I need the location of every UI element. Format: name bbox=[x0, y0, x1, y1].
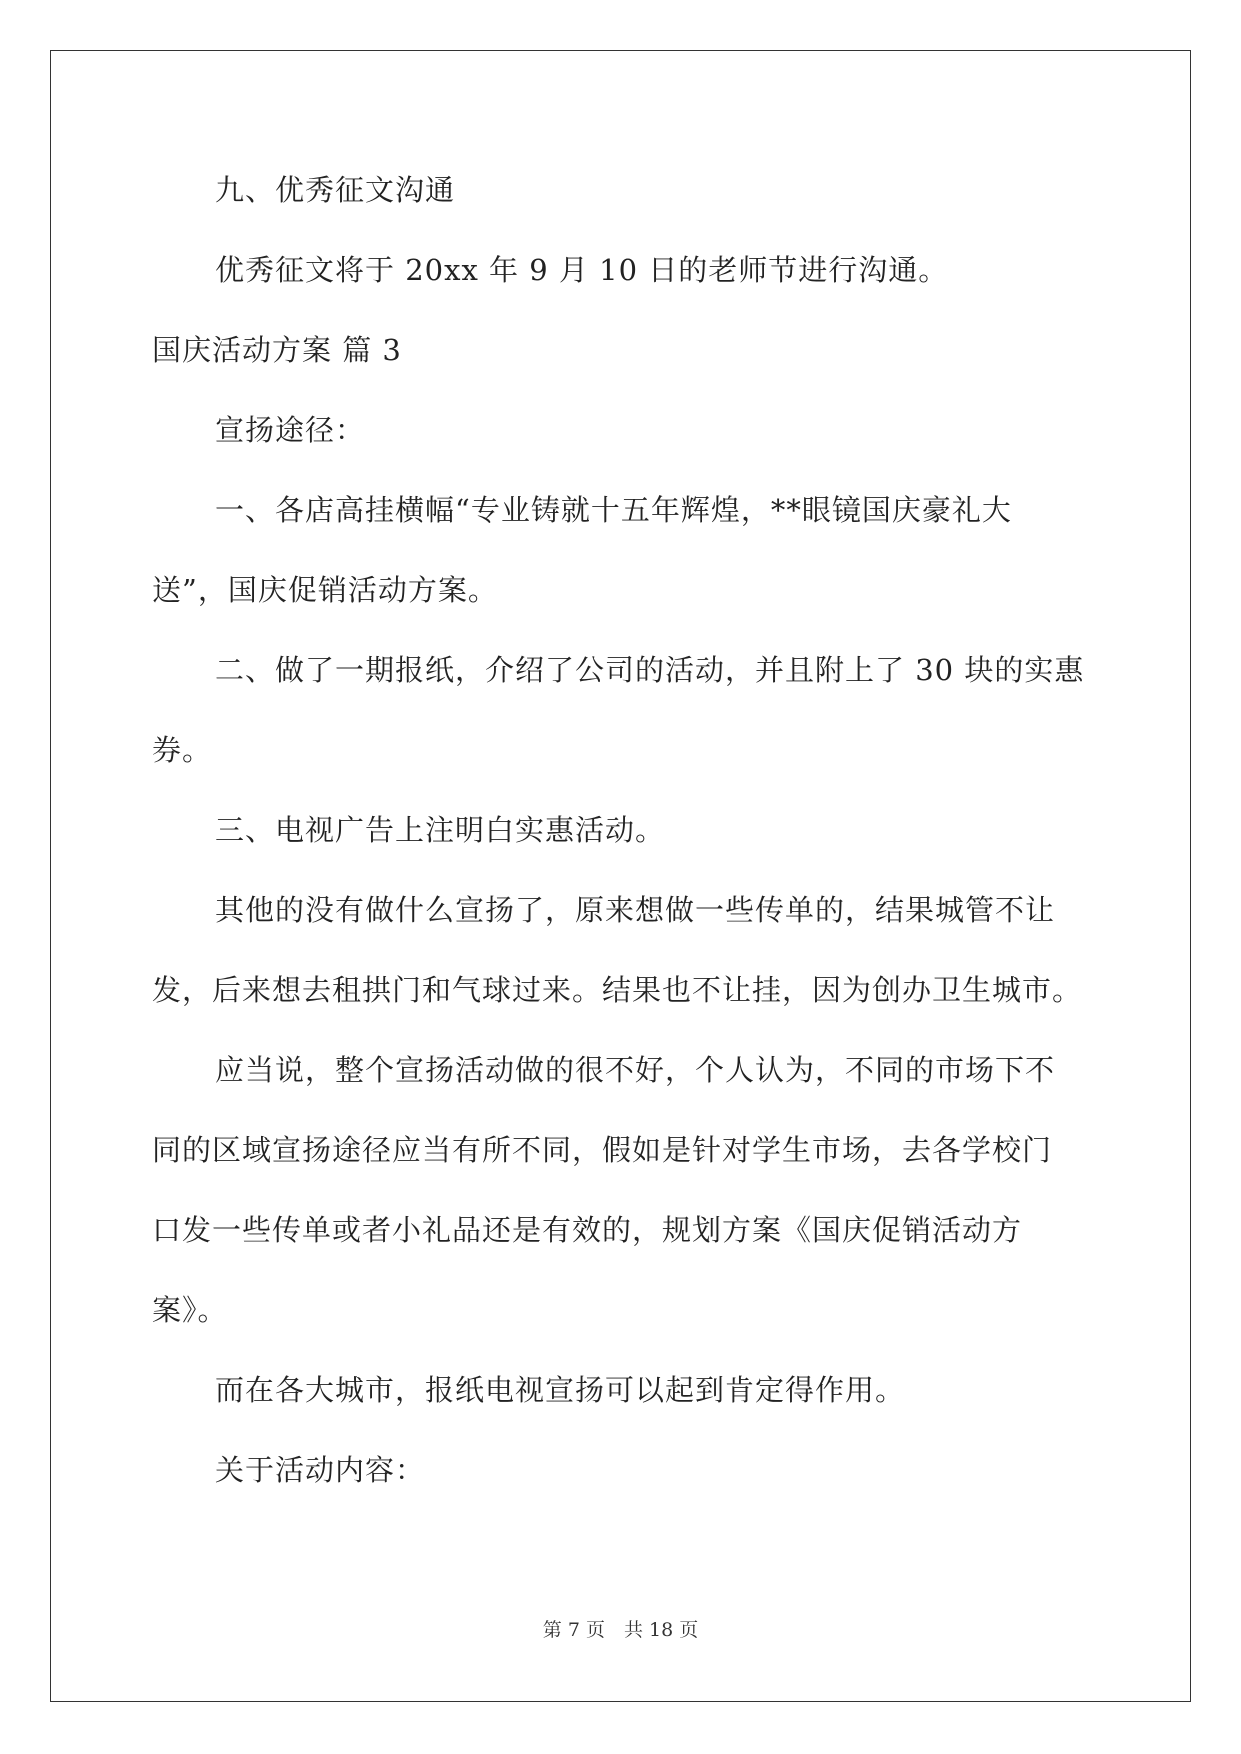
paragraph-line: 应当说，整个宣扬活动做的很不好，个人认为，不同的市场下不 bbox=[215, 1053, 1056, 1087]
paragraph-line: 发，后来想去租拱门和气球过来。结果也不让挂，因为创办卫生城市。 bbox=[152, 973, 1083, 1007]
paragraph-line: 口发一些传单或者小礼品还是有效的，规划方案《国庆促销活动方 bbox=[152, 1213, 1023, 1247]
paragraph-line: 同的区域宣扬途径应当有所不同，假如是针对学生市场，去各学校门 bbox=[152, 1133, 1053, 1167]
paragraph-line: 送”，国庆促销活动方案。 bbox=[152, 573, 498, 607]
paragraph-line: 二、做了一期报纸，介绍了公司的活动，并且附上了 30 块的实惠 bbox=[215, 653, 1085, 687]
section-heading: 宣扬途径： bbox=[215, 413, 366, 447]
paragraph-line: 优秀征文将于 20xx 年 9 月 10 日的老师节进行沟通。 bbox=[215, 253, 949, 287]
paragraph-line: 三、电视广告上注明白实惠活动。 bbox=[215, 813, 666, 847]
page-number-footer: 第 7 页 共 18 页 bbox=[542, 1619, 699, 1641]
paragraph-line: 而在各大城市，报纸电视宣扬可以起到肯定得作用。 bbox=[215, 1373, 906, 1407]
paragraph-line: 案》。 bbox=[152, 1293, 228, 1327]
section-heading: 关于活动内容： bbox=[215, 1453, 426, 1487]
section-heading: 九、优秀征文沟通 bbox=[215, 173, 456, 207]
paragraph-line: 其他的没有做什么宣扬了，原来想做一些传单的，结果城管不让 bbox=[215, 893, 1056, 927]
article-title: 国庆活动方案 篇 3 bbox=[152, 333, 402, 367]
paragraph-line: 一、各店高挂横幅“专业铸就十五年辉煌，**眼镜国庆豪礼大 bbox=[215, 493, 1012, 527]
paragraph-line: 券。 bbox=[152, 733, 213, 767]
